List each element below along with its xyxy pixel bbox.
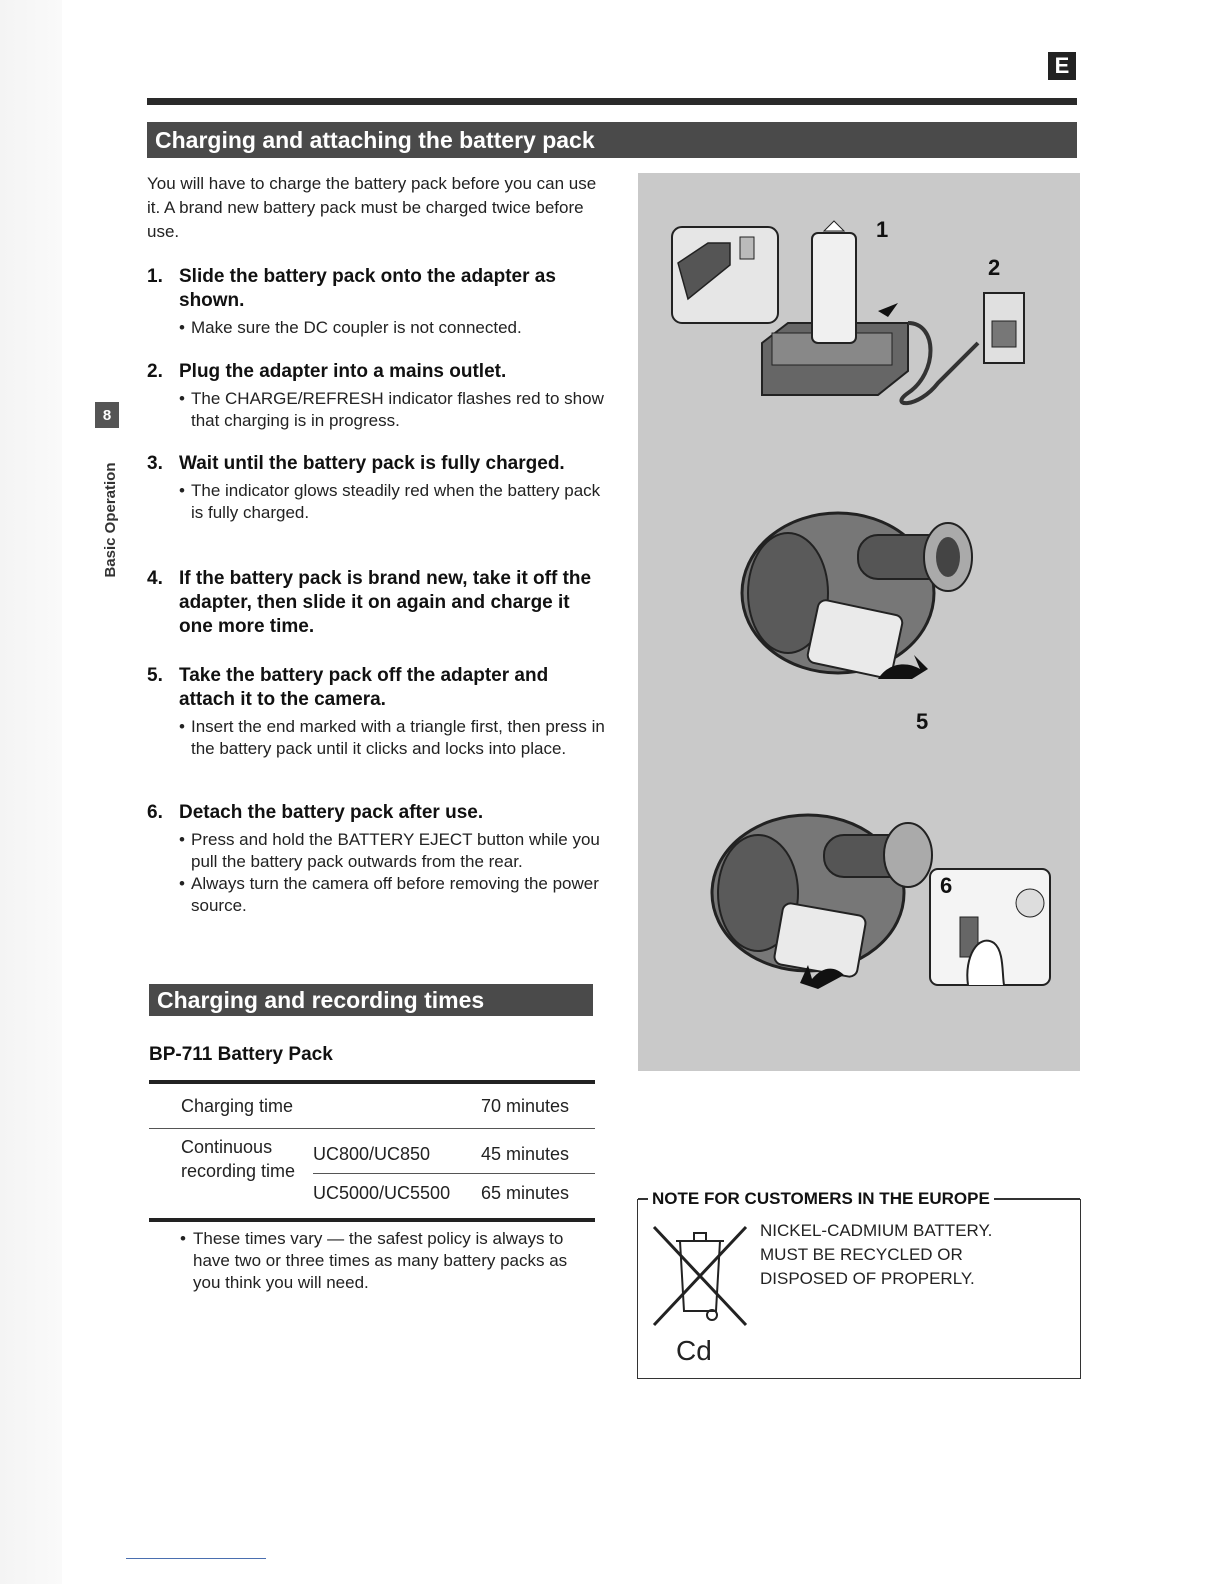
continuous-recording-label: Continuous recording time — [181, 1137, 296, 1181]
section-title-charging: Charging and attaching the battery pack — [147, 122, 1077, 158]
model-time: 45 minutes — [481, 1143, 570, 1164]
step-6: 6. Detach the battery pack after use. • Press and hold the BATTERY EJECT button while you pull the battery pack outwards from the rear. • Always turn the camera off before removing the power source. — [147, 801, 607, 917]
section-title-times: Charging and recording times — [149, 984, 593, 1016]
step-2-title: Plug the adapter into a mains outlet. — [179, 361, 507, 382]
cadmium-symbol-label: Cd — [676, 1335, 712, 1366]
step-2-bullet: The CHARGE/REFRESH indicator flashes red to show that charging is in progress. — [191, 389, 604, 430]
model-name: UC5000/UC5500 — [313, 1182, 451, 1203]
figure-label-5: 5 — [916, 709, 929, 734]
recycling-notice — [637, 1189, 1081, 1379]
notice-line-3: DISPOSED OF PROPERLY. — [760, 1269, 975, 1288]
charger-figure — [672, 217, 1024, 403]
figure-label-1: 1 — [876, 217, 889, 242]
battery-model-heading: BP-711 Battery Pack — [149, 1044, 333, 1065]
table-row-model-1 — [313, 1135, 595, 1173]
figure-label-2: 2 — [988, 255, 1001, 280]
language-badge: E — [1048, 52, 1076, 80]
notice-line-1: NICKEL-CADMIUM BATTERY. — [760, 1221, 993, 1240]
model-name: UC800/UC850 — [313, 1143, 431, 1164]
step-4: 4. If the battery pack is brand new, take it off the adapter, then slide it on again and charge it one more time. — [147, 567, 607, 639]
illustration-panel — [638, 173, 1080, 1071]
step-3-title: Wait until the battery pack is fully charged. — [179, 453, 565, 474]
scan-margin — [0, 0, 62, 1584]
table-row-charging — [149, 1084, 595, 1128]
step-1: 1. Slide the battery pack onto the adapter as shown. • Make sure the DC coupler is not connected. — [147, 265, 607, 339]
step-5-bullet: Insert the end marked with a triangle first, then press in the battery pack until it clicks and locks into place. — [191, 717, 605, 758]
notice-body — [760, 1219, 992, 1291]
charging-time-label: Charging time — [181, 1095, 294, 1116]
camera-attach-figure — [742, 513, 972, 734]
table-row-model-2 — [313, 1174, 595, 1212]
step-5-title: Take the battery pack off the adapter and attach it to the camera. — [179, 665, 549, 710]
step-6-bullet-1: Press and hold the BATTERY EJECT button while you pull the battery pack outwards from the rear. — [191, 830, 600, 871]
intro-paragraph: You will have to charge the battery pack before you can use it. A brand new battery pack must be charged twice before use. — [147, 174, 597, 241]
crossed-bin-icon — [650, 1221, 750, 1331]
figure-label-6: 6 — [940, 873, 953, 898]
notice-title: NOTE FOR CUSTOMERS IN THE EUROPE — [648, 1189, 994, 1209]
step-6-bullet-2: Always turn the camera off before removing the power source. — [191, 874, 599, 915]
recording-times-note: • These times vary — the safest policy is always to have two or three times as many battery packs as you think you will need. — [180, 1229, 568, 1292]
step-3: 3. Wait until the battery pack is fully charged. • The indicator glows steadily red when the battery pack is fully charged. — [147, 452, 607, 524]
step-6-title: Detach the battery pack after use. — [179, 802, 484, 823]
side-section-label: Basic Operation — [102, 462, 119, 578]
charging-times-table — [149, 1080, 595, 1222]
top-rule — [147, 98, 1077, 105]
page-number-tab: 8 — [95, 402, 119, 428]
step-2: 2. Plug the adapter into a mains outlet. • The CHARGE/REFRESH indicator flashes red to show that charging is in progress. — [147, 360, 607, 432]
model-time: 65 minutes — [481, 1182, 570, 1203]
step-1-title: Slide the battery pack onto the adapter as shown. — [179, 266, 556, 311]
step-5: 5. Take the battery pack off the adapter and attach it to the camera. • Insert the end marked with a triangle first, then press in the battery pack until it clicks and locks into place. — [147, 664, 607, 760]
step-4-title: If the battery pack is brand new, take it off the adapter, then slide it on again and charge it one more time. — [179, 568, 592, 637]
step-3-bullet: The indicator glows steadily red when the battery pack is fully charged. — [191, 481, 601, 522]
battery-illustration — [638, 173, 1080, 1071]
step-1-bullet: Make sure the DC coupler is not connected. — [191, 318, 522, 337]
charging-time-value: 70 minutes — [481, 1095, 570, 1116]
camera-eject-figure — [712, 815, 1050, 989]
bottom-line — [126, 1558, 266, 1559]
notice-line-2: MUST BE RECYCLED OR — [760, 1245, 963, 1264]
